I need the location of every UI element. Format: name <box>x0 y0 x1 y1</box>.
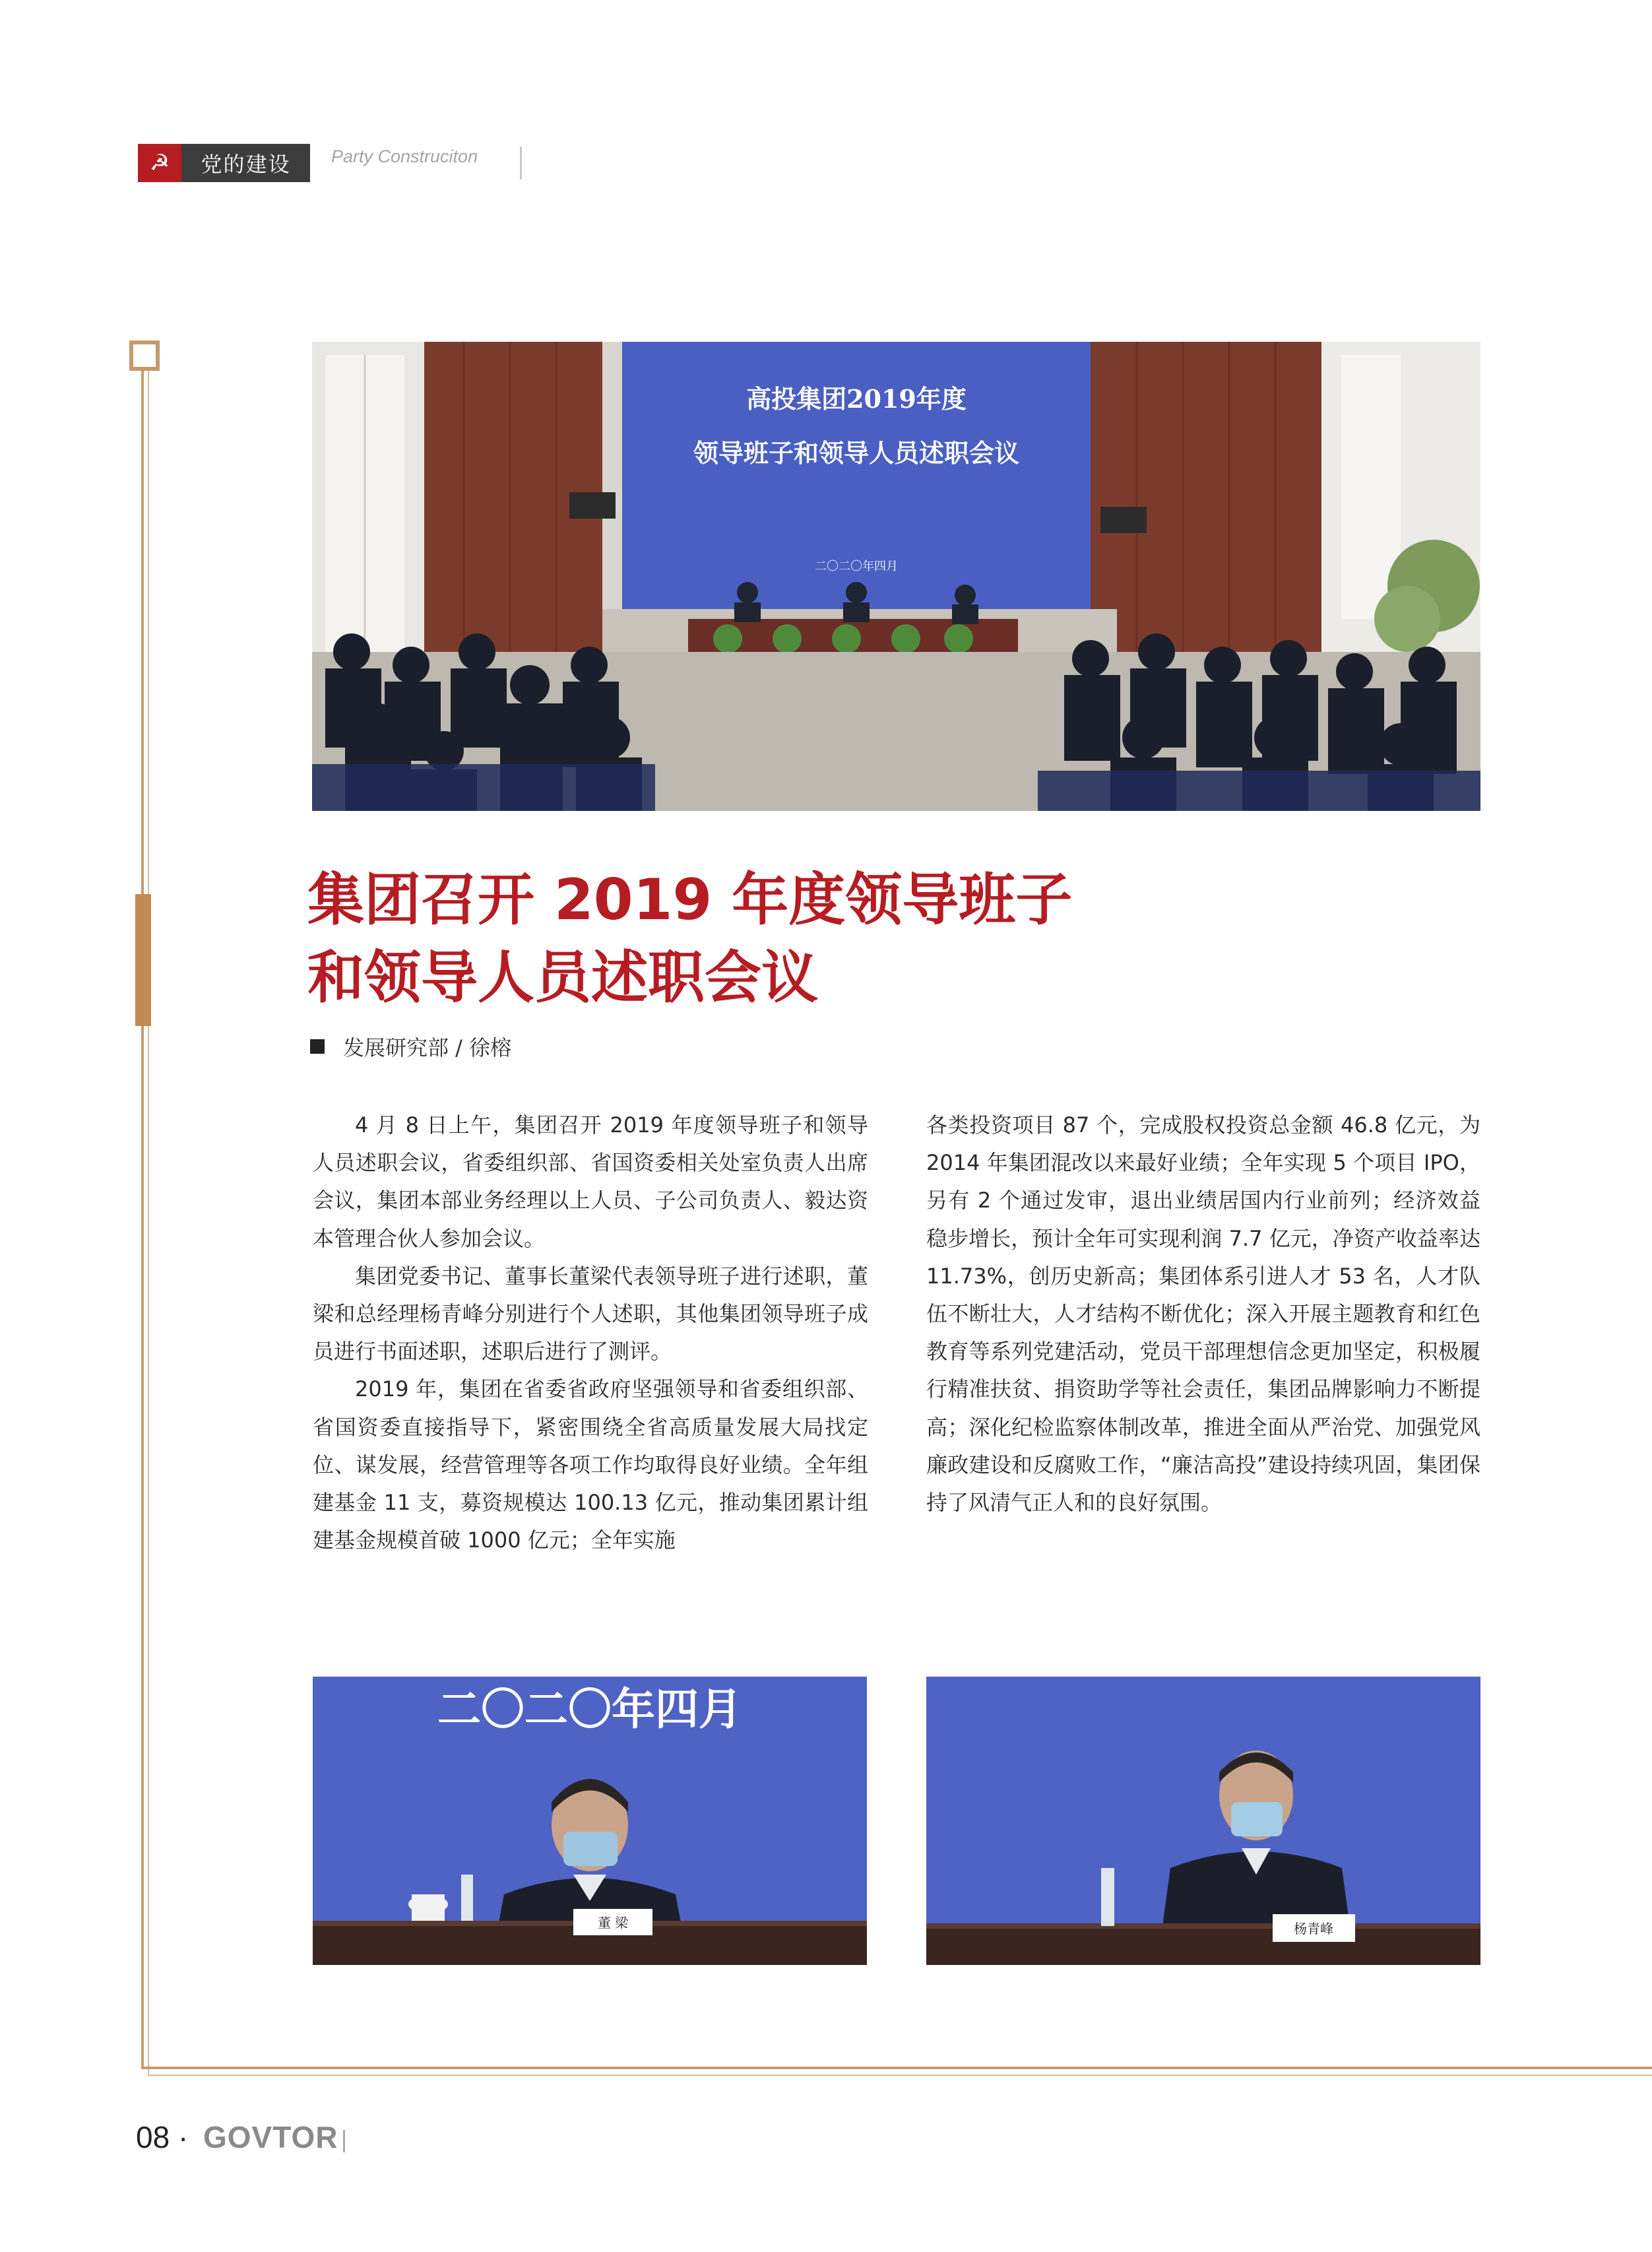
article-title-line1: 集团召开 2019 年度领导班子 <box>307 867 1073 933</box>
bullet-square-icon <box>310 1039 325 1054</box>
paragraph: 各类投资项目 87 个，完成股权投资总金额 46.8 亿元，为 2014 年集团混改以来最好业绩；全年实现 5 个项目 IPO，另有 2 个通过发审，退出业绩居国内行业前列；经济效益稳步增长，预计全年可实现利润 7.7 亿元，净资产收益率达 11.73%，创历史新高；集团体系引进人才 53 名，人才队伍不断壮大，人才结构不断优化；深入开展主题教育和红色教育等系列党建活动，党员干部理想信念更加坚定，积极履行精准扶贫、捐资助学等社会责任，集团品牌影响力不断提高；深化纪检监察体制改革，推进全面从严治党、加强党风廉政建设和反腐败工作，“廉洁高投”建设持续巩固，集团保持了风清气正人和的良好氛围。 <box>926 1112 1480 1516</box>
speaker-photo-left <box>313 1677 867 1965</box>
frame-line-vertical <box>141 368 144 2069</box>
meeting-hall-photo <box>312 342 1480 811</box>
body-column-left <box>313 1107 868 1559</box>
screen-text-line1: 高投集团2019年度 <box>746 384 967 414</box>
article-author <box>310 1031 511 1062</box>
section-badge <box>138 144 310 182</box>
author-text: 发展研究部 / 徐榕 <box>343 1035 512 1060</box>
party-emblem-icon: ☭ <box>138 144 181 182</box>
footer-divider <box>343 2130 345 2152</box>
body-column-right <box>926 1107 1480 1522</box>
section-title-en: Party Construciton <box>331 146 478 166</box>
page-number-dot: · <box>177 2120 189 2154</box>
paragraph: 集团党委书记、董事长董梁代表领导班子进行述职，董梁和总经理杨青峰分别进行个人述职，其他集团领导班子成员进行书面述职，述职后进行了测评。 <box>313 1263 868 1365</box>
frame-line-horizontal-inner <box>148 2075 1652 2076</box>
section-title: 党的建设 <box>181 144 310 182</box>
frame-line-vertical-inner <box>148 368 149 2076</box>
frame-line-horizontal <box>141 2067 1652 2069</box>
page-number-value: 08 <box>136 2120 170 2154</box>
screen-text-date: 二〇二〇年四月 <box>815 560 898 573</box>
frame-accent-bar <box>135 894 151 1026</box>
screen-text-line2: 领导班子和领导人员述职会议 <box>693 438 1020 468</box>
nameplate-text: 董 梁 <box>597 1915 629 1931</box>
speaker-photo-right <box>926 1677 1480 1965</box>
header-divider <box>520 146 522 179</box>
page-number <box>136 2119 188 2155</box>
brand-logo: GOVTOR <box>203 2120 338 2154</box>
paragraph: 2019 年，集团在省委省政府坚强领导和省委组织部、省国资委直接指导下，紧密围绕全省高质量发展大局找定位、谋发展，经营管理等各项工作均取得良好业绩。全年组建基金 11 支，募资规模达 100.13 亿元，推动集团累计组建基金规模首破 1000 亿元；全年实施 <box>313 1376 868 1553</box>
article-title-line2: 和领导人员述职会议 <box>307 945 818 1011</box>
screen-text-date: 二〇二〇年四月 <box>437 1683 742 1735</box>
paragraph: 4 月 8 日上午，集团召开 2019 年度领导班子和领导人员述职会议，省委组织部、省国资委相关处室负责人出席会议，集团本部业务经理以上人员、子公司负责人、毅达资本管理合伙人参加会议。 <box>313 1112 868 1251</box>
nameplate-text: 杨青峰 <box>1294 1921 1333 1937</box>
article-title <box>307 861 1231 1017</box>
frame-corner-square <box>129 340 160 371</box>
